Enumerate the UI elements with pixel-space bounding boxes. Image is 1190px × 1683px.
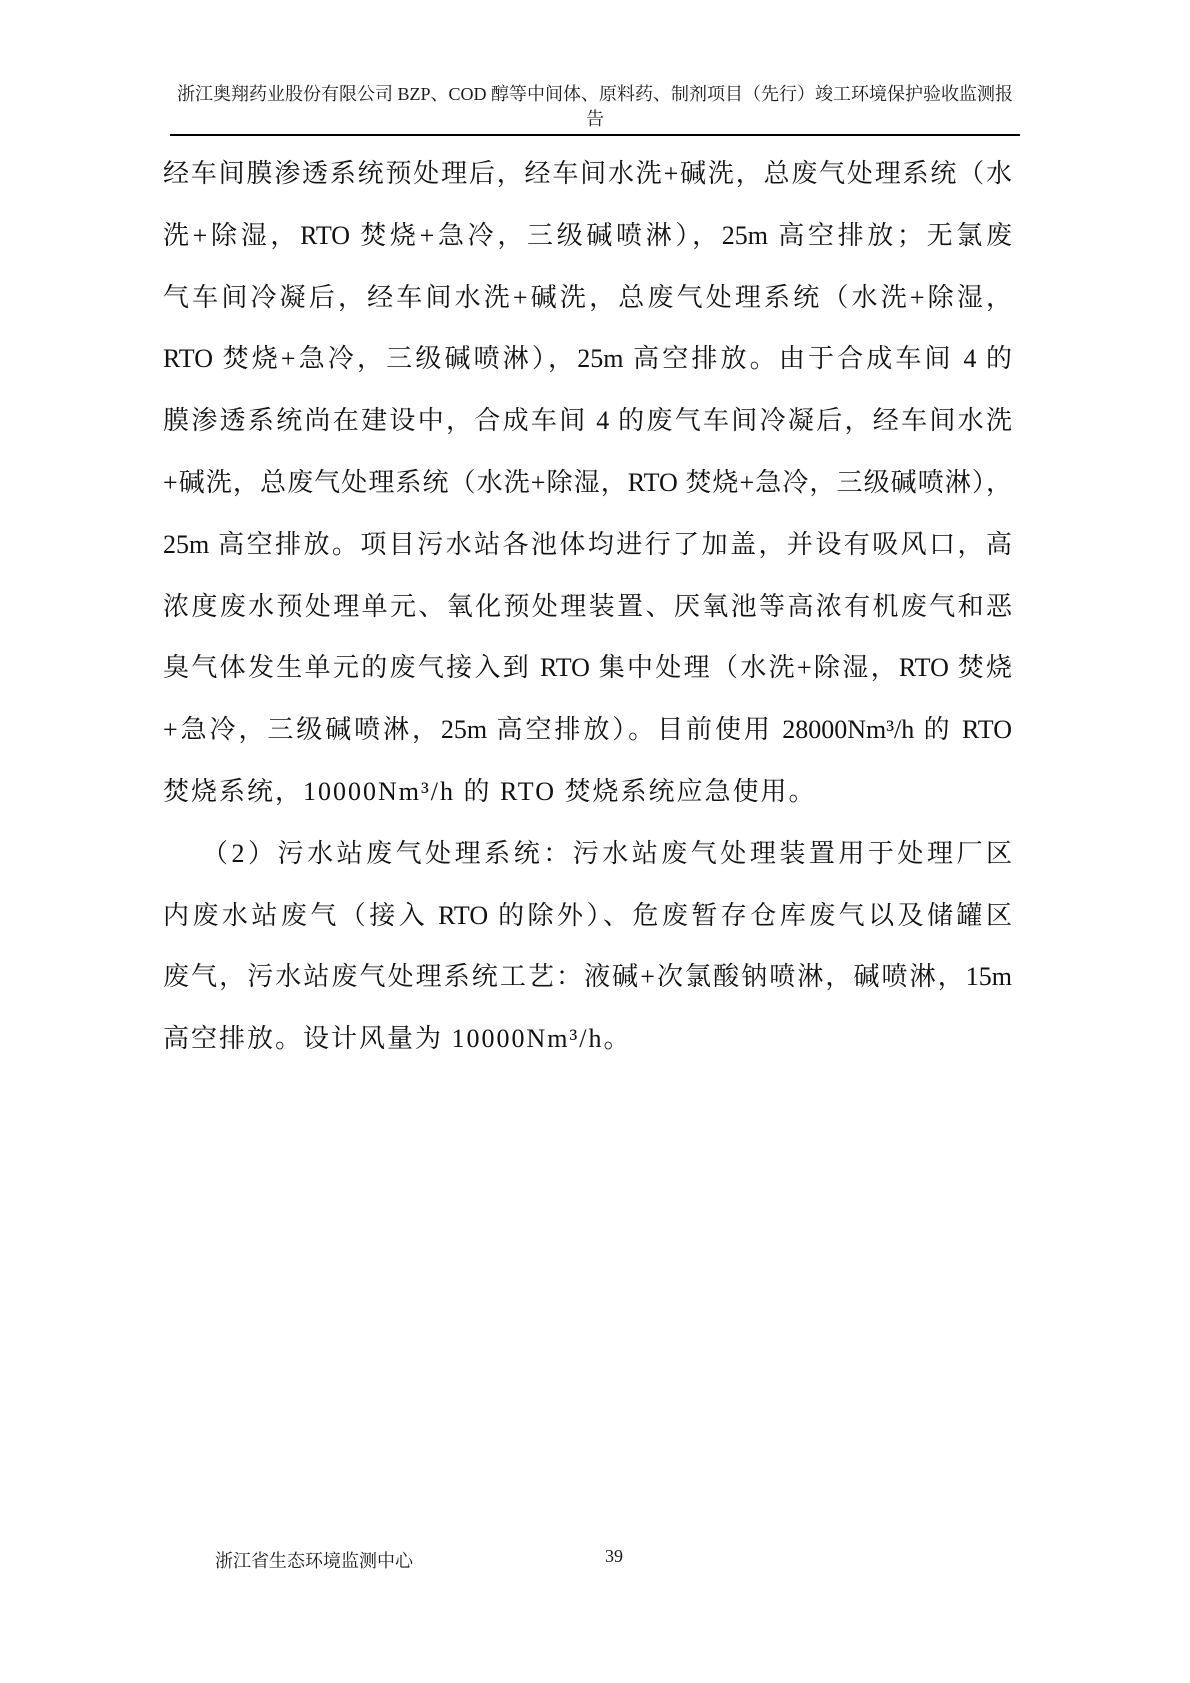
- body-line: 洗+除湿，RTO 焚烧+急冷，三级碱喷淋），25m 高空排放；无氯废: [163, 220, 1012, 250]
- page-number: 39: [605, 1546, 623, 1566]
- header-divider: [170, 134, 1020, 136]
- body-line: 膜渗透系统尚在建设中，合成车间 4 的废气车间冷凝后，经车间水洗: [163, 406, 1012, 436]
- body-line: 内废水站废气（接入 RTO 的除外）、危废暂存仓库废气以及储罐区: [163, 900, 1012, 930]
- body-line: 臭气体发生单元的废气接入到 RTO 集中处理（水洗+除湿，RTO 焚烧: [163, 653, 1012, 683]
- body-line: 经车间膜渗透系统预处理后，经车间水洗+碱洗，总废气处理系统（水: [163, 159, 1012, 188]
- page-header: [170, 82, 1020, 132]
- body-line: （2）污水站废气处理系统：污水站废气处理装置用于处理厂区: [202, 838, 1012, 868]
- body-line: RTO 焚烧+急冷，三级碱喷淋），25m 高空排放。由于合成车间 4 的: [163, 344, 1012, 374]
- paragraph-1: [163, 143, 1012, 823]
- body-line: 25m 高空排放。项目污水站各池体均进行了加盖，并设有吸风口，高: [163, 529, 1012, 559]
- header-title-line-1: 浙江奥翔药业股份有限公司 BZP、COD 醇等中间体、原料药、制剂项目（先行）竣工环境保护验收监测报: [176, 84, 1013, 104]
- body-line: 气车间冷凝后，经车间水洗+碱洗，总废气处理系统（水洗+除湿，: [163, 282, 1012, 312]
- paragraph-2: [163, 823, 1012, 1070]
- footer-organization: 浙江省生态环境监测中心: [215, 1551, 413, 1571]
- body-line: 废气，污水站废气处理系统工艺：液碱+次氯酸钠喷淋，碱喷淋，15m: [163, 962, 1012, 992]
- body-text: [163, 143, 1012, 1070]
- header-title-line-2: 告: [586, 109, 604, 129]
- body-line: 焚烧系统，10000Nm³/h 的 RTO 焚烧系统应急使用。: [163, 776, 817, 806]
- body-line: +碱洗，总废气处理系统（水洗+除湿，RTO 焚烧+急冷，三级碱喷淋），: [163, 467, 1012, 497]
- body-line: 高空排放。设计风量为 10000Nm³/h。: [163, 1024, 632, 1054]
- body-line: +急冷，三级碱喷淋，25m 高空排放）。目前使用 28000Nm³/h 的 RTO: [163, 715, 1012, 745]
- body-line: 浓度废水预处理单元、氧化预处理装置、厌氧池等高浓有机废气和恶: [163, 591, 1012, 621]
